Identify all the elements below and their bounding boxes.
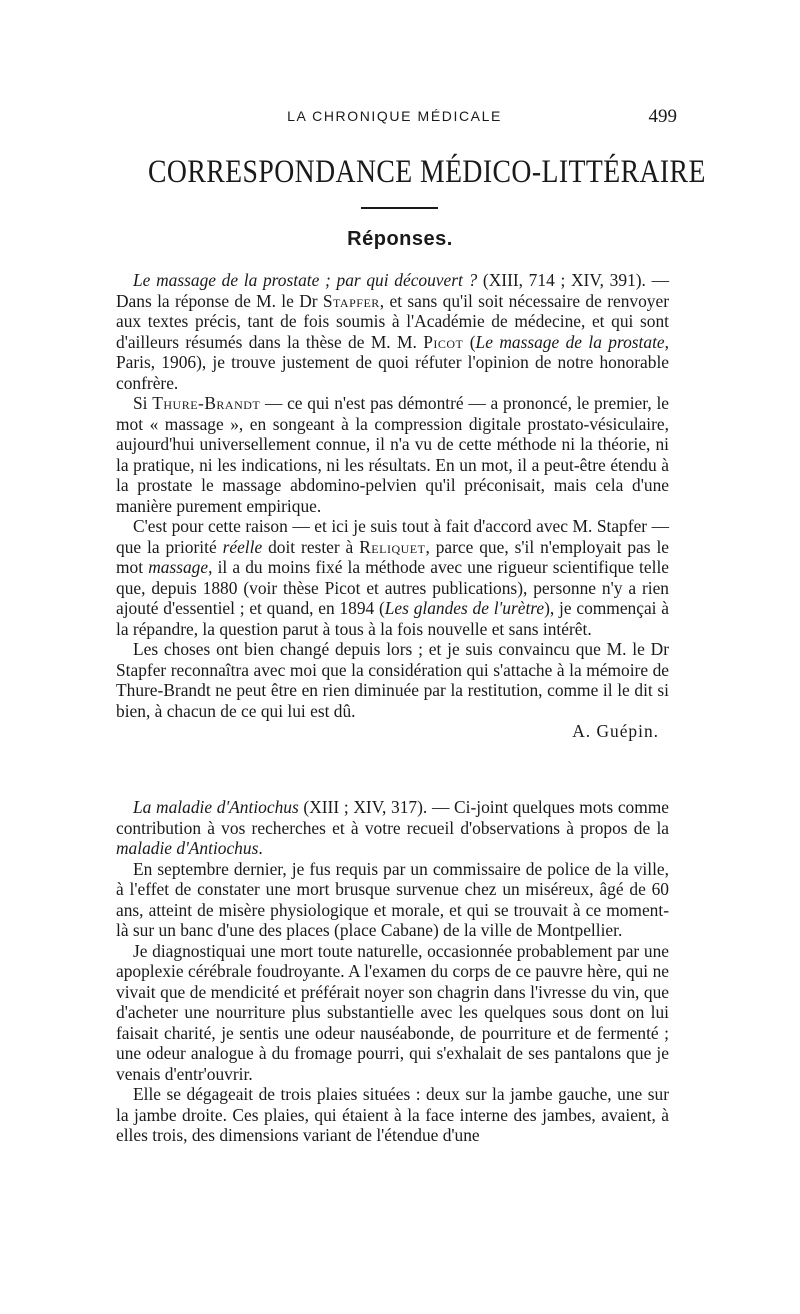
paragraph: Elle se dégageait de trois plaies situées : deux sur la jambe gauche, une sur la jambe droite. Ces plaies, qui étaient à la face interne des jambes, avaient, à elles trois, des dimensions variant de l'étendue d'une (116, 1084, 669, 1145)
cited-work: Le massage de la prostate (475, 331, 665, 352)
author-name: Stapfer (322, 290, 380, 311)
query-title: La maladie d'Antiochus (133, 797, 299, 817)
emphasis: maladie d'Antiochus (116, 838, 259, 858)
paragraph: Les choses ont bien changé depuis lors ; et je suis convaincu que M. le Dr Stapfer reconnaîtra avec moi que la considération qui s'attache à la mémoire de Thure-Brandt ne peut être en rien diminuée par la restitution, comme il le dit si bien, à chacun de ce qui lui est dû. (116, 639, 669, 721)
running-title: LA CHRONIQUE MÉDICALE (287, 108, 502, 124)
text-run: doit rester à (262, 536, 360, 557)
reply-antiochus (116, 797, 669, 1146)
text-run: ( (463, 331, 476, 352)
text-run: (XIII, 714 ; XIV, 391). — Dans la réponse de M. le Dr (116, 270, 669, 311)
paragraph (116, 393, 669, 516)
subsection-title: Réponses. (347, 228, 453, 250)
query-title: Le massage de la prostate ; par qui découvert ? (133, 270, 478, 290)
paragraph (116, 270, 669, 393)
page-number: 499 (648, 106, 677, 127)
text-run: ), je commençai à la répandre, la question parut à tous à la fois nouvelle et sans intérêt. (116, 598, 669, 639)
text-run: Si (133, 393, 153, 413)
paragraph: Je diagnostiquai une mort toute naturelle, occasionnée probablement par une apoplexie cérébrale foudroyante. A l'examen du corps de ce pauvre hère, qui ne vivait que de mendicité et préférait noyer son chagrin dans l'ivresse du vin, que d'acheter une nourriture plus substantielle avec les quelques sous dont on lui faisait charité, je sentis une odeur nauséabonde, de pourriture et de fermenté ; une odeur analogue à du fromage pourri, qui s'exhalait de ses pantalons que je venais d'entr'ouvrir. (116, 940, 669, 1084)
text-run: C'est pour cette raison — et ici je suis tout à fait d'accord avec M. Stapfer — que la priorité (116, 516, 669, 557)
signature: A. Guépin. (572, 721, 659, 741)
author-name: Thure-Brandt (152, 393, 261, 413)
text-run: , il a du moins fixé la méthode avec une rigueur scientifique telle que, depuis 1880 (voir thèse Picot et autres publications), personne n'y a rien ajouté d'essentiel ; et quand, en 1894 ( (116, 557, 669, 618)
text-run: , Paris, 1906), je trouve justement de quoi réfuter l'opinion de notre honorable confrère. (116, 331, 669, 393)
paragraph (116, 797, 669, 859)
text-run: — ce qui n'est pas démontré — a prononcé, le premier, le mot « massage », en songeant à la compression digitale prostato-vésiculaire, aujourd'hui universellement connue, il n'a vu de cette méthode ni la théorie, ni la pratique, ni les indications, ni les résultats. En un mot, il a peut-être étendu à la prostate le massage abdomino-pelvien qu'il préconisait, mais cela d'une manière purement empirique. (116, 393, 669, 516)
text-run: , parce que, s'il n'employait pas le mot (116, 536, 669, 577)
text-run: , et sans qu'il soit nécessaire de renvoyer aux textes précis, tant de fois soumis à l'Académie de médecine, et qui sont d'ailleurs résumés dans la thèse de M. M. (116, 290, 669, 352)
reply-prostate-massage (116, 270, 669, 742)
running-header (112, 106, 677, 130)
author-name: Reliquet (359, 536, 426, 557)
cited-work: Les glandes de l'urètre (384, 598, 545, 618)
author-name: Picot (423, 331, 464, 352)
text-run: . (258, 838, 263, 858)
text-run: (XIII ; XIV, 317). — Ci-joint quelques mots comme contribution à vos recherches et à votre recueil d'observations à propos de la (116, 797, 669, 838)
paragraph (116, 516, 669, 639)
emphasis: réelle (222, 536, 263, 557)
section-title: CORRESPONDANCE MÉDICO-LITTÉRAIRE (148, 154, 706, 190)
emphasis: massage (148, 557, 209, 577)
title-rule (361, 207, 438, 209)
paragraph: En septembre dernier, je fus requis par un commissaire de police de la ville, à l'effet de constater une mort brusque survenue chez un miséreux, âgé de 60 ans, atteint de misère physiologique et morale, et qui se trouvait à ce moment-là sur un banc d'une des places (place Cabane) de la ville de Montpellier. (116, 858, 669, 940)
